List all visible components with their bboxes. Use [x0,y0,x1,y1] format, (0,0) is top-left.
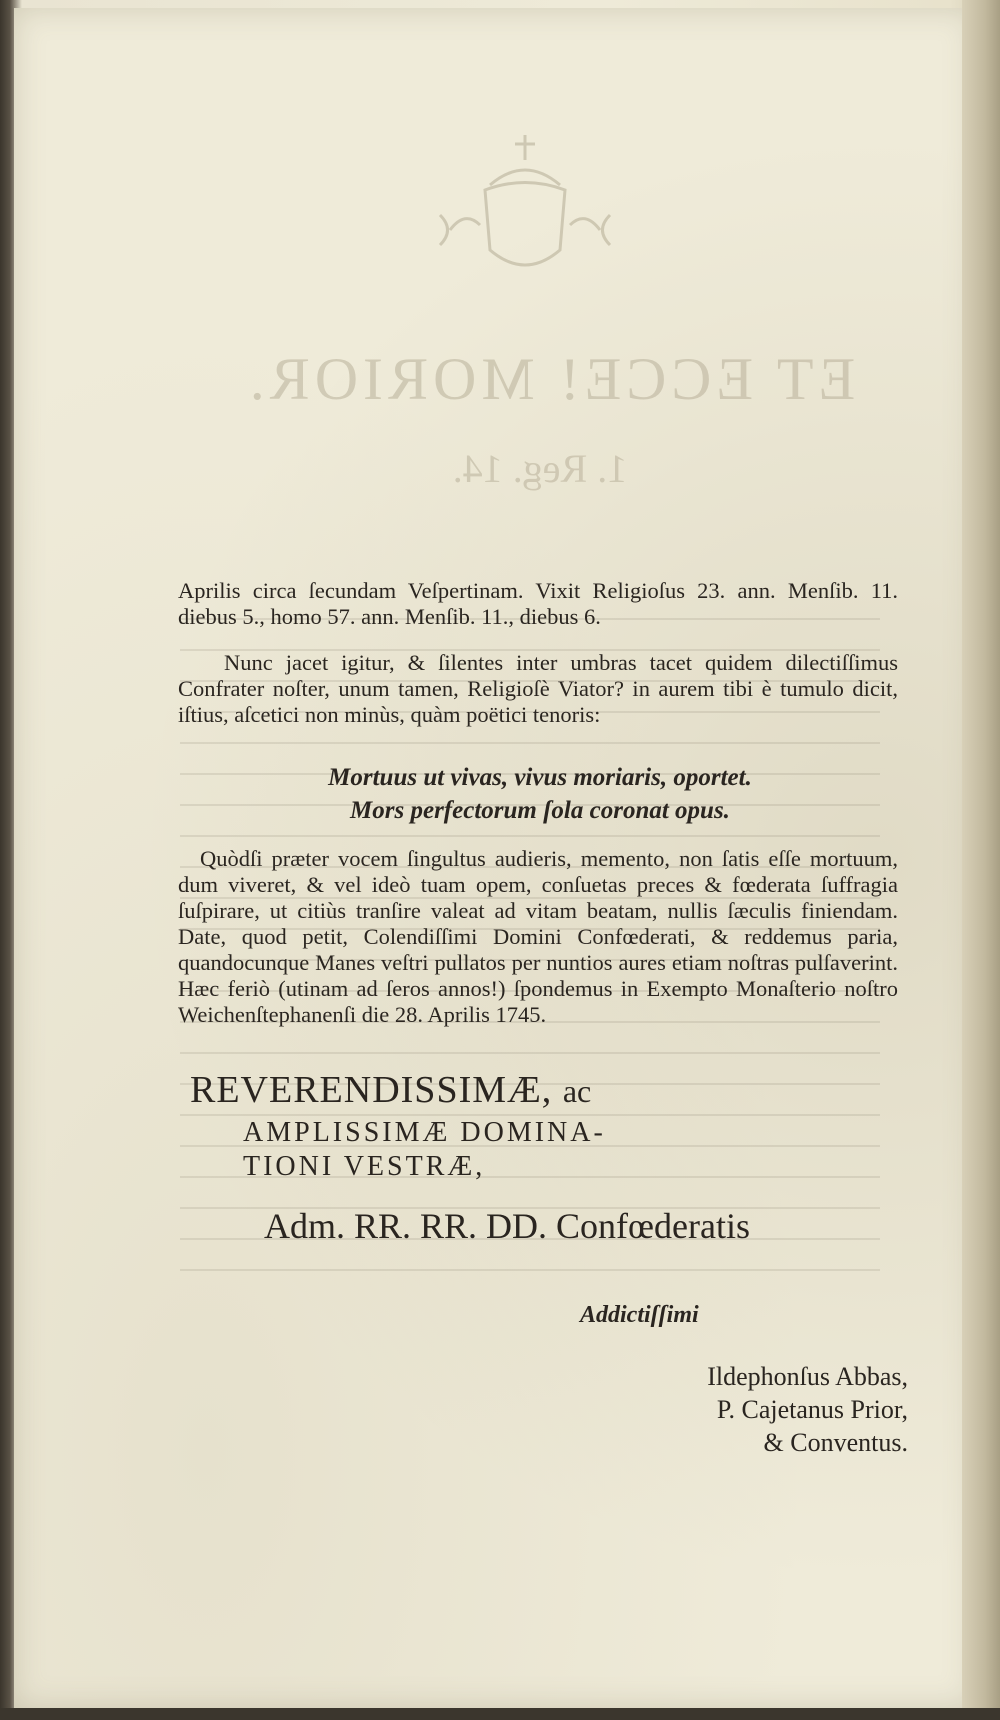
signature-abbas: Ildephonſus Abbas, [707,1362,908,1391]
bleed-through-reference: 1. Reg. 14. [452,446,628,491]
signature-prior: P. Cajetanus Prior, [716,1395,908,1424]
amplissimae-line-1: AMPLISSIMÆ DOMINA- [243,1117,606,1148]
bleed-through-crest-icon [430,130,620,290]
signature-block [660,1360,908,1459]
salutation-reverendissimae [190,1068,591,1112]
confoederatis-line: Adm. RR. RR. DD. Confœderatis [264,1206,750,1246]
signature-conventus: & Conventus. [763,1428,908,1457]
ac-word: ac [562,1073,592,1109]
addictissimi: Addictiſſimi [580,1302,699,1328]
reverendissimae-word: REVERENDISSIMÆ, [190,1069,553,1111]
bleed-through-title: ET ECCE! MORIOR. [244,346,856,412]
amplissimae-line-2: TIONI VESTRÆ, [243,1151,486,1182]
salutation-amplissimae [243,1116,606,1184]
scan-border [0,1708,1000,1720]
paragraph-death-date: Aprilis circa ſecundam Veſpertinam. Vixit Religioſus 23. ann. Menſib. 11. diebus 5., homo 57. ann. Menſib. 11., diebus 6. [178,578,898,629]
page-edge [962,0,1000,1720]
paragraph-nunc-jacet: Nunc jacet igitur, & ſilentes inter umbras tacet quidem dilectiſſimus Confrater noſter, unum tamen, Religioſè Viator? in aurem tibi è tumulo dicit, iſtius, aſcetici non minùs, quàm poëtici tenoris: [178,650,898,727]
motto-line-1: Mortuus ut vivas, vivus moriaris, oportet. [328,764,752,791]
motto-line-2: Mors perfectorum ſola coronat opus. [350,797,730,824]
paragraph-quodsi: Quòdſi præter vocem ſingultus audieris, memento, non ſatis eſſe mortuum, dum viveret, & vel ideò tuam opem, conſuetas preces & fœderata ſuffragia ſuſpirare, ut citiùs tranſire valeat ad vitam beatam, nullis ſæculis finiendam. Date, quod petit, Colendiſſimi Domini Confœderati, & reddemus paria, quandocunque Manes veſtri pullatos per nuntios aures etiam noſtras pulſaverint. Hæc feriò (utinam ad ſeros annos!) ſpondemus in Exempto Monaſterio noſtro Weichenſtephanenſi die 28. Aprilis 1745. [178,846,898,1027]
